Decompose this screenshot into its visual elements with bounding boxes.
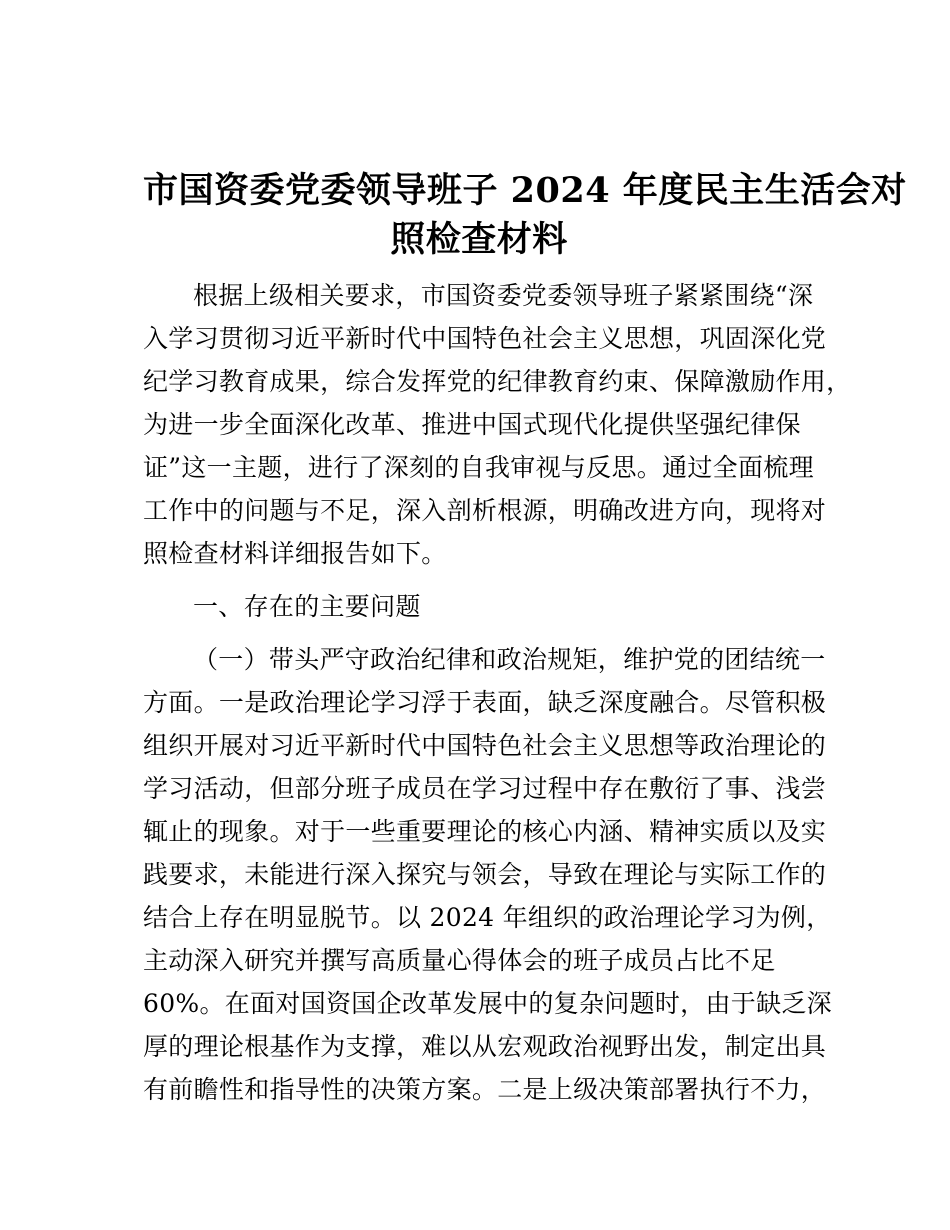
text-line: 有前瞻性和指导性的决策方案。二是上级决策部署执行不力， bbox=[143, 1075, 827, 1104]
text-line: 方面。一是政治理论学习浮于表面，缺乏深度融合。尽管积极 bbox=[143, 688, 827, 717]
text-line: 主动深入研究并撰写高质量心得体会的班子成员占比不足 bbox=[143, 946, 776, 975]
text-line: 结合上存在明显脱节。以 2024 年组织的政治理论学习为例， bbox=[143, 903, 832, 932]
title-line-1: 市国资委党委领导班子 2024 年度民主生活会对 bbox=[143, 170, 907, 211]
text-line: 辄止的现象。对于一些重要理论的核心内涵、精神实质以及实 bbox=[143, 817, 827, 846]
document-body bbox=[143, 274, 852, 1111]
text-line: 践要求，未能进行深入探究与领会，导致在理论与实际工作的 bbox=[143, 860, 827, 889]
document-content bbox=[143, 166, 907, 1111]
text-line: 入学习贯彻习近平新时代中国特色社会主义思想，巩固深化党 bbox=[143, 324, 827, 353]
text-line: 工作中的问题与不足，深入剖析根源，明确改进方向，现将对 bbox=[143, 496, 827, 525]
title-line-2: 照检查材料 bbox=[390, 219, 568, 260]
text-line: 组织开展对习近平新时代中国特色社会主义思想等政治理论的 bbox=[143, 731, 827, 760]
document-title bbox=[143, 166, 907, 264]
text-line: 厚的理论根基作为支撑，难以从宏观政治视野出发，制定出具 bbox=[143, 1032, 827, 1061]
text-line: （一）带头严守政治纪律和政治规矩，维护党的团结统一 bbox=[193, 645, 826, 674]
text-line: 一、存在的主要问题 bbox=[193, 592, 421, 621]
paragraph bbox=[143, 274, 852, 575]
text-line: 学习活动，但部分班子成员在学习过程中存在敷衍了事、浅尝 bbox=[143, 774, 827, 803]
text-line: 照检查材料详细报告如下。 bbox=[143, 539, 447, 568]
text-line: 60%。在面对国资国企改革发展中的复杂问题时，由于缺乏深 bbox=[143, 989, 832, 1018]
paragraph bbox=[143, 638, 832, 1111]
text-line: 证”这一主题，进行了深刻的自我审视与反思。通过全面梳理 bbox=[143, 453, 814, 482]
text-line: 为进一步全面深化改革、推进中国式现代化提供坚强纪律保 bbox=[143, 410, 801, 439]
text-line: 纪学习教育成果，综合发挥党的纪律教育约束、保障激励作用， bbox=[143, 367, 852, 396]
text-line: 根据上级相关要求，市国资委党委领导班子紧紧围绕“深 bbox=[193, 281, 814, 310]
section-heading bbox=[143, 585, 815, 628]
